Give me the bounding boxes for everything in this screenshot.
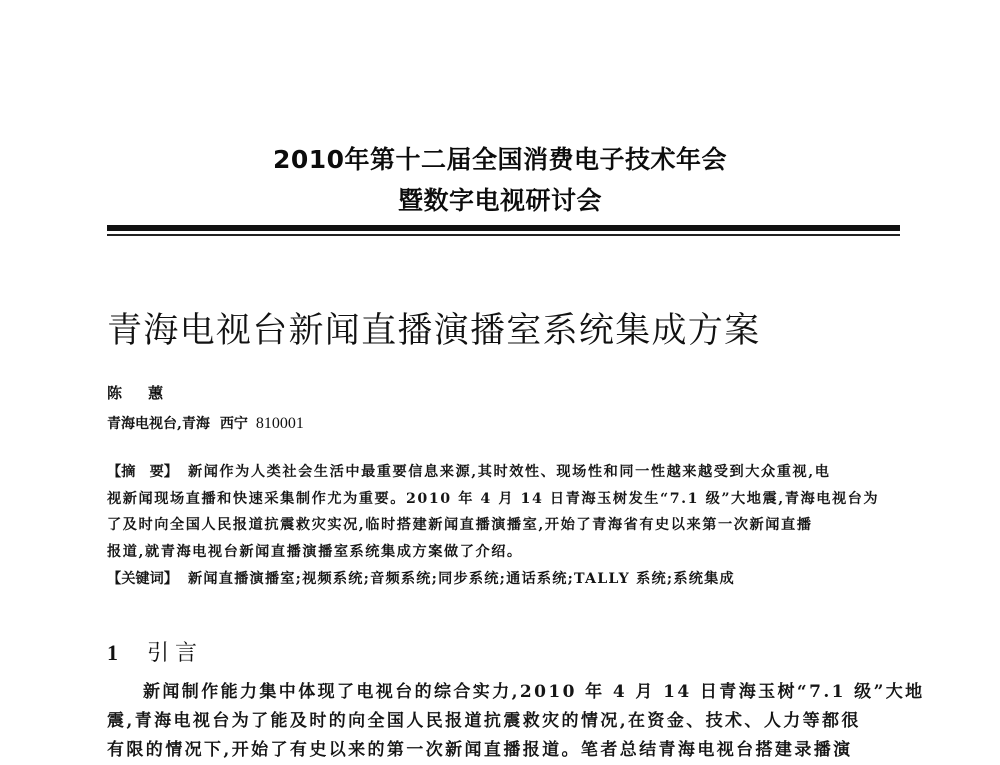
header-rule-thick — [107, 225, 900, 231]
body-line: 有限的情况下,开始了有史以来的第一次新闻直播报道。笔者总结青海电视台搭建录播演 — [107, 740, 853, 760]
body-line: 震,青海电视台为了能及时的向全国人民报道抗震救灾的情况,在资金、技术、人力等都很 — [107, 711, 861, 731]
keywords — [107, 566, 735, 592]
author-given-name: 蕙 — [148, 384, 164, 402]
abstract-line: 报道,就青海电视台新闻直播演播室系统集成方案做了介绍。 — [107, 543, 523, 560]
keywords-text: 新闻直播演播室;视频系统;音频系统;同步系统;通话系统;TALLY 系统;系统集成 — [187, 571, 735, 587]
author-surname: 陈 — [107, 384, 123, 402]
conference-title-line1: 2010年第十二届全国消费电子技术年会 — [272, 145, 728, 174]
body-line: 新闻制作能力集中体现了电视台的综合实力,2010 年 4 月 14 日青海玉树“7.1 级”大地 — [143, 682, 925, 702]
section-title: 引言 — [147, 641, 204, 666]
author-name — [107, 383, 163, 403]
section-heading — [107, 638, 203, 669]
keywords-label: 【关键词】 — [107, 571, 178, 587]
abstract — [107, 459, 899, 565]
section-number: 1 — [107, 640, 118, 665]
abstract-line: 视新闻现场直播和快速采集制作尤为重要。2010 年 4 月 14 日青海玉树发生“7.1 级”大地震,青海电视台为 — [107, 490, 880, 507]
abstract-label: 【摘 要】 — [107, 464, 178, 480]
abstract-text: 新闻作为人类社会生活中最重要信息来源,其时效性、现场性和同一性越来越受到大众重视,电 — [187, 464, 831, 480]
conference-title-line2: 暨数字电视研讨会 — [397, 186, 602, 215]
section-body — [107, 678, 925, 765]
abstract-line: 了及时向全国人民报道抗震救灾实况,临时搭建新闻直播演播室,开始了青海省有史以来第一次新闻直播 — [107, 517, 813, 533]
paper-title: 青海电视台新闻直播演播室系统集成方案 — [107, 311, 761, 351]
abstract-line — [107, 459, 899, 486]
affiliation-org: 青海电视台,青海 — [107, 416, 210, 432]
affiliation-city: 西宁 — [219, 416, 248, 432]
author-affiliation — [107, 414, 304, 434]
header-rule-thin — [107, 234, 900, 236]
affiliation-zip: 810001 — [255, 415, 304, 432]
